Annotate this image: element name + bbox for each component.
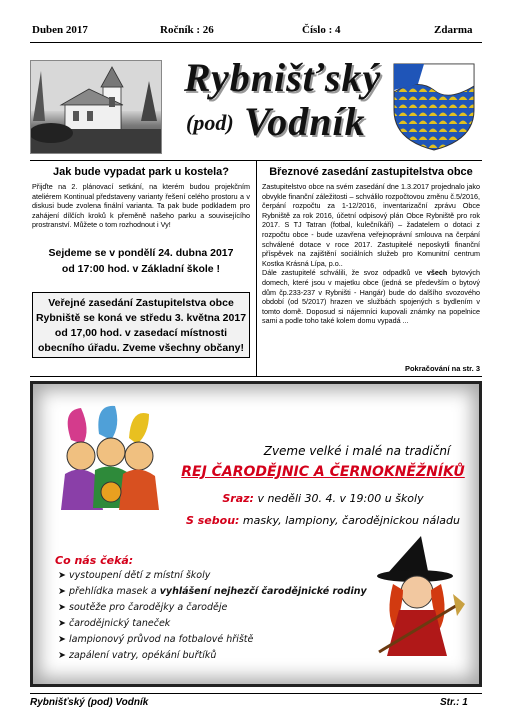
witches-night-poster — [30, 381, 482, 687]
issue-month: Duben 2017 — [32, 24, 88, 36]
footer-title: Rybnišťský (pod) Vodník — [30, 697, 149, 708]
header-rule — [30, 42, 482, 43]
box-line-1: Veřejné zasedání Zastupitelstva obce — [48, 297, 234, 309]
poster-when — [165, 492, 481, 505]
poster-bring — [165, 514, 481, 527]
right-article-body — [262, 182, 480, 326]
masthead-line1: Rybnišťský — [184, 55, 382, 100]
bring-value: masky, lampiony, čarodějnickou náladu — [242, 514, 460, 527]
issue-price: Zdarma — [434, 24, 473, 36]
when-value: v neděli 30. 4. v 19:00 u školy — [257, 492, 424, 505]
para2-bold: všech — [426, 268, 448, 278]
column-divider — [256, 160, 257, 376]
church-photo — [30, 60, 162, 154]
meeting-date-line1: Sejdeme se v pondělí 24. dubna 2017 — [48, 247, 234, 259]
issue-number: Číslo : 4 — [302, 24, 341, 36]
para2-before: Dále zastupitelé schválili, že svoz odpadků ve — [262, 268, 423, 278]
church-photo-image — [31, 61, 161, 153]
left-article-body: Přijďte na 2. plánovací setkání, na kterém budou projekčním ateliérem Kontinual představeny varianty řešení celého prostoru a v diskusi bude zvolena finální varianta. Ta pak bude podkladem pro zahájení dílčích kroků k přeměně našeho parku a souvisejícího prostranství. Můžete o tom rozhodnout i Vy! — [32, 182, 250, 230]
list-item: ➤ čarodějnický taneček — [69, 616, 367, 632]
continued-link[interactable]: Pokračování na str. 3 — [404, 364, 480, 373]
issue-volume: Ročník : 26 — [160, 24, 214, 36]
left-article-title: Jak bude vypadat park u kostela? — [52, 166, 230, 178]
right-article-title: Březnové zasedání zastupitelstva obce — [269, 166, 473, 178]
footer-rule — [30, 693, 482, 694]
list-item: ➤ lampionový průvod na fotbalové hřiště — [69, 632, 367, 648]
list-item: ➤ vystoupení dětí z místní školy — [69, 568, 367, 584]
witch-icon — [369, 534, 465, 664]
articles-rule — [30, 376, 482, 377]
list-item: ➤ soutěže pro čarodějky a čaroděje — [69, 600, 367, 616]
item-bold: vyhlášení nejhezčí čarodějnické rodiny — [159, 586, 367, 597]
item-text: přehlídka masek a — [69, 586, 160, 597]
when-label: Sraz: — [222, 492, 254, 505]
box-line-4: obecního úřadu. Zveme všechny občany! — [38, 342, 244, 354]
list-title: Co nás čeká: — [55, 554, 134, 567]
list-item — [69, 584, 367, 600]
masthead-line2: Vodník — [244, 99, 366, 144]
bring-label: S sebou: — [186, 514, 240, 527]
right-article-para2 — [262, 268, 480, 326]
poster-title: REJ ČARODĚJNIC A ČERNOKNĚŽNÍKŮ — [181, 464, 465, 480]
page-number: Str.: 1 — [440, 697, 468, 708]
masthead-pod: (pod) — [186, 110, 234, 135]
para2-after: bytových domech, které jsou v majetku obce (jedná se především o bytový dům čp.233-237 v Rybništi - Hangár) bude do dalšího svozového období (od 5/2017) hrazen ve službách spojených s bydlením v tomto domě. Doposud si nájemníci kupovali známky na popelnice sami a podle toho také kolem domu vypadá ... — [262, 268, 481, 326]
council-meeting-box — [32, 292, 250, 358]
witch-group-icon — [51, 400, 171, 520]
box-line-3: od 17,00 hod. v zasedací místnosti — [54, 327, 228, 339]
list-item: ➤ zapálení vatry, opékání buřtíků — [69, 648, 367, 664]
poster-invite: Zveme velké i malé na tradiční — [263, 444, 451, 458]
right-article-para1: Zastupitelstvo obce na svém zasedání dne 1.3.2017 projednalo jako obvykle finanční záležitosti – schválilo rozpočtovou změnu č.5/2016, čerpání rozpočtu za 1-12/2016, inventarizační zprávu Obce Rybniště za rok 2016, účetní odpisový plán Obce Rybniště pro rok 2017. S TJ Tatran (fotbal, kulečníkáři) – žadatelem o dotaci z rozpočtu obce - bude uzavřena veřejnoprávní smlouva na čerpání schválené dotace v roce 2017. Zastupitelé neposkytli finanční příspěvek na zajištění sociálních služeb pro Komunitní centrum Kostka Krásná Lípa, p.o.. — [262, 182, 480, 268]
box-line-2: Rybniště se koná ve středu 3. května 2017 — [35, 312, 247, 324]
program-list — [47, 568, 367, 664]
coat-of-arms-icon — [388, 60, 480, 152]
meeting-date-line2: od 17:00 hod. v Základní škole ! — [61, 263, 221, 275]
